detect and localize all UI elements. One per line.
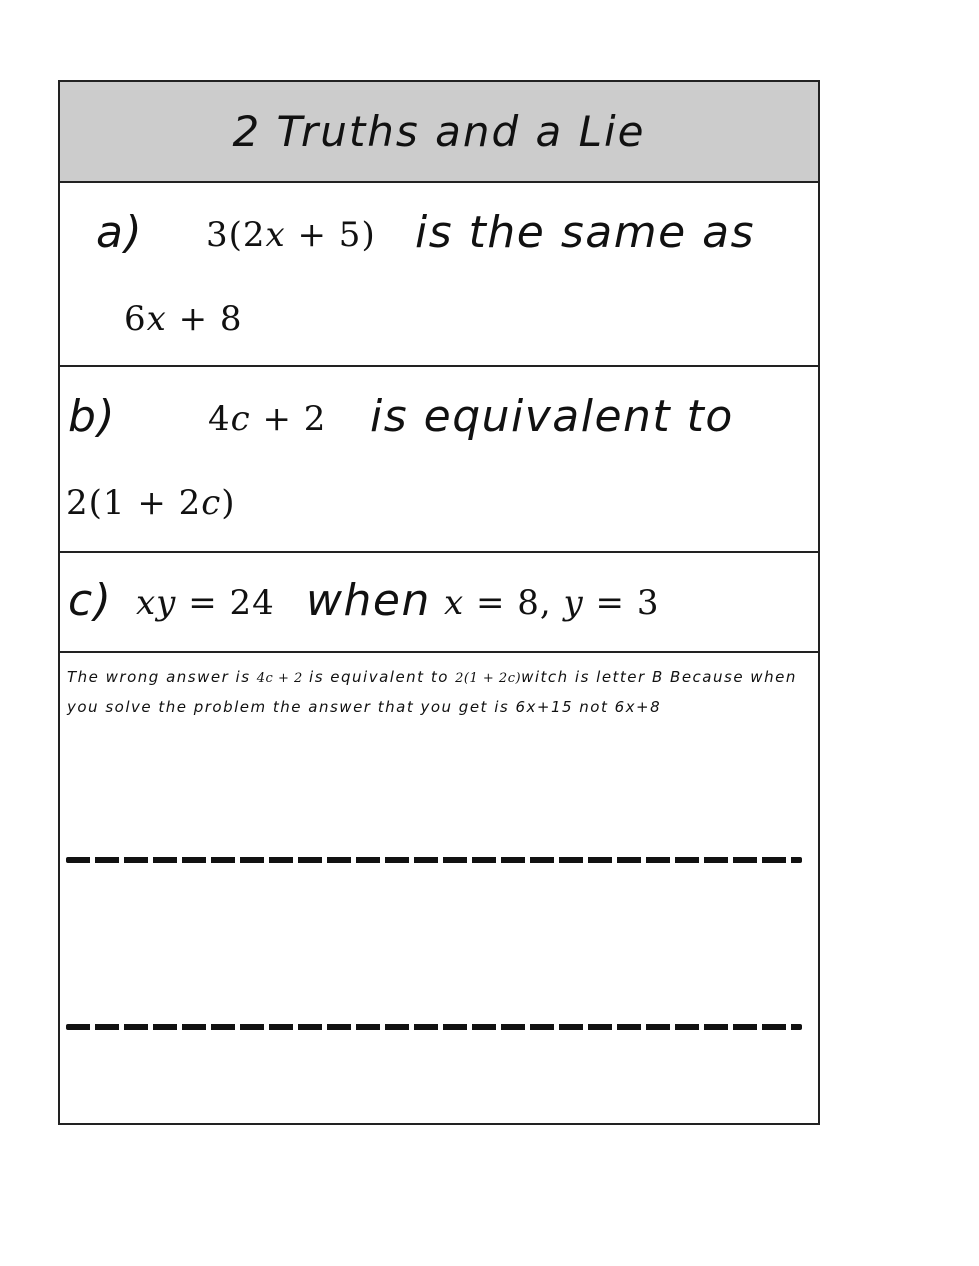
statement-c-expression: 𝑥𝑦 = 24 (136, 583, 275, 623)
statement-c-row (60, 553, 818, 653)
statement-c-label: c) (68, 575, 113, 626)
answer-paragraph (67, 663, 807, 722)
statement-a-connector: is the same as (415, 207, 756, 258)
statement-a-expression: 3(2𝑥 + 5) (206, 215, 376, 255)
statement-b-expression: 4𝑐 + 2 (208, 399, 327, 439)
worksheet-title: 2 Truths and a Lie (232, 107, 646, 156)
statement-b-result: 2(1 + 2𝑐) (66, 483, 236, 523)
statement-b-label: b) (68, 391, 117, 442)
title-row (60, 82, 818, 183)
writing-line-1 (66, 857, 802, 863)
statement-c-values: 𝑥 = 8, 𝑦 = 3 (444, 583, 660, 623)
answer-text-part2: is equivalent to (302, 668, 456, 686)
statement-a-row (60, 183, 818, 367)
answer-text-part3: witch is letter B Because when you solve the problem the answer that you get is 6x+15 not 6x+8 (67, 668, 797, 716)
statement-b-row (60, 367, 818, 553)
answer-row (60, 653, 818, 1123)
answer-text-part1: The wrong answer is (67, 668, 257, 686)
statement-a-label: a) (96, 207, 144, 258)
writing-line-2 (66, 1024, 802, 1030)
statement-b-connector: is equivalent to (370, 391, 734, 442)
statement-a-result: 6𝑥 + 8 (124, 299, 243, 339)
answer-expression-2: 2(1 + 2𝑐) (455, 671, 522, 686)
statement-c-connector: when (306, 575, 431, 626)
worksheet-table (58, 80, 820, 1125)
answer-expression-1: 4𝑐 + 2 (256, 671, 303, 686)
